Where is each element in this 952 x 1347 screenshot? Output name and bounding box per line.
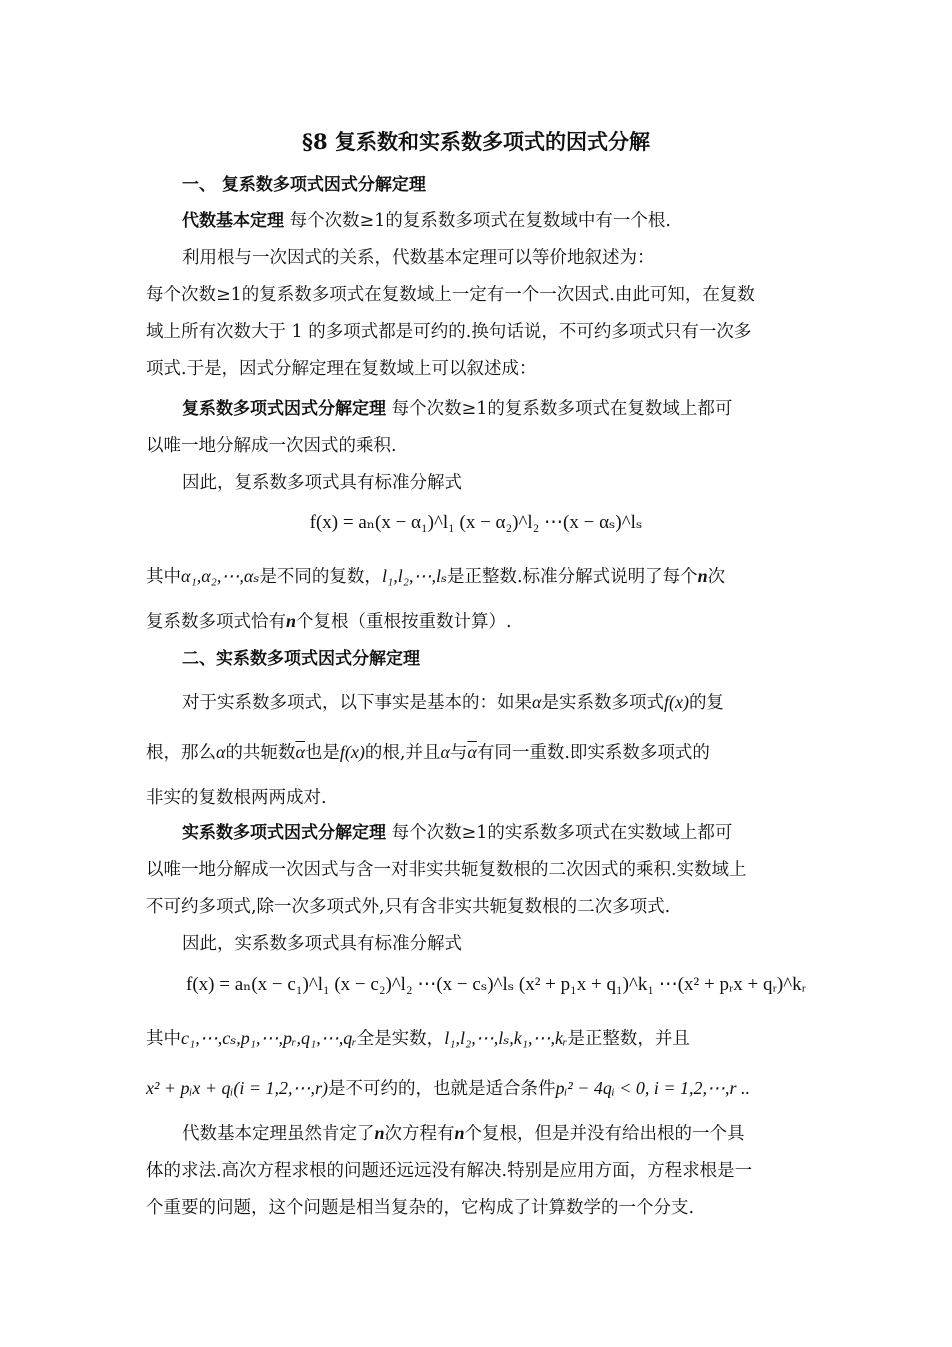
n-symbol: n bbox=[697, 566, 708, 586]
theorem-1-name: 代数基本定理 bbox=[182, 211, 284, 231]
theorem-2-line-2: 以唯一地分解成一次因式的乘积. bbox=[146, 436, 397, 456]
section-1-heading: 一、 复系数多项式因式分解定理 bbox=[182, 175, 426, 195]
paragraph-5: 复系数多项式恰有n个复根（重根按重数计算）. bbox=[146, 611, 512, 632]
section-2-paragraph-4: 因此，实系数多项式具有标准分解式 bbox=[182, 934, 462, 954]
page-title: §8 复系数和实系数多项式的因式分解 bbox=[302, 129, 650, 154]
section-2-paragraph-7-line-1: 代数基本定理虽然肯定了n次方程有n个复根，但是并没有给出根的一个具 bbox=[182, 1123, 745, 1144]
paragraph-1: 利用根与一次因式的关系，代数基本定理可以等价地叙述为： bbox=[182, 248, 655, 268]
alpha-conjugate: $\overline{\alpha}$ bbox=[295, 742, 305, 762]
theorem-2-line-1 bbox=[182, 396, 816, 422]
theorem-3-name: 实系数多项式因式分解定理 bbox=[182, 823, 386, 843]
theorem-3-line-2: 以唯一地分解成一次因式与含一对非实共轭复数根的二次因式的乘积.实数域上 bbox=[146, 860, 747, 880]
paragraph-4: 其中α₁,α₂,⋯,αₛ是不同的复数，l₁,l₂,⋯,lₛ是正整数.标准分解式说明了每个n次 bbox=[146, 566, 726, 587]
real-coefficient-list: c₁,⋯,cₛ,p₁,⋯,pᵣ,q₁,⋯,qᵣ bbox=[181, 1028, 357, 1048]
formula-real-factorization: f(x) = aₙ(x − c₁)^l₁ (x − c₂)^l₂ ⋯(x − cₛ)^lₛ (x² + p₁x + q₁)^k₁ ⋯(x² + pᵣx + qᵣ)^kᵣ bbox=[186, 974, 806, 995]
n-symbol: n bbox=[286, 611, 297, 631]
section-2-paragraph-7-line-2: 体的求法.高次方程求根的问题还远远没有解决.特别是应用方面，方程求根是一 bbox=[146, 1161, 753, 1181]
theorem-2-text: 每个次数≥1的复系数多项式在复数域上都可 bbox=[386, 399, 733, 419]
discriminant-condition: pᵢ² − 4qᵢ < 0, i = 1,2,⋯,r .. bbox=[555, 1078, 751, 1098]
section-2-paragraph-7-line-3: 个重要的问题，这个问题是相当复杂的，它构成了计算数学的一个分支. bbox=[146, 1198, 695, 1218]
section-2-paragraph-2: 根，那么α的共轭数$\overline{\alpha}$也是f(x)的根,并且α与$\overline{\alpha}$有同一重数.即实系数多项式的 bbox=[146, 742, 710, 763]
theorem-2-name: 复系数多项式因式分解定理 bbox=[182, 399, 386, 419]
theorem-3-line-1 bbox=[182, 820, 816, 846]
paragraph-2-line-2: 域上所有次数大于 1 的多项式都是可约的.换句话说，不可约多项式只有一次多 bbox=[146, 322, 752, 342]
theorem-3-line-3: 不可约多项式,除一次多项式外,只有含非实共轭复数根的二次多项式. bbox=[146, 897, 671, 917]
section-2-paragraph-3: 非实的复数根两两成对. bbox=[146, 788, 327, 808]
integer-exponent-list: l₁,l₂,⋯,lₛ,k₁,⋯,kᵣ bbox=[444, 1028, 568, 1048]
paragraph-2-line-3: 项式.于是，因式分解定理在复数域上可以叙述成： bbox=[146, 359, 537, 379]
l-list: l₁,l₂,⋯,lₛ bbox=[381, 566, 448, 586]
theorem-1-line bbox=[182, 208, 816, 234]
section-2-paragraph-5: 其中c₁,⋯,cₛ,p₁,⋯,pᵣ,q₁,⋯,qᵣ全是实数，l₁,l₂,⋯,lₛ,k₁,⋯,kᵣ是正整数，并且 bbox=[146, 1028, 690, 1049]
section-2-heading: 二、实系数多项式因式分解定理 bbox=[182, 649, 420, 669]
paragraph-2-line-1: 每个次数≥1的复系数多项式在复数域上一定有一个一次因式.由此可知，在复数 bbox=[146, 285, 755, 305]
alpha-list: α₁,α₂,⋯,αₛ bbox=[181, 566, 260, 586]
section-2-paragraph-1: 对于实系数多项式，以下事实是基本的：如果α是实系数多项式f(x)的复 bbox=[182, 692, 724, 713]
formula-complex-factorization: f(x) = aₙ(x − α₁)^l₁ (x − α₂)^l₂ ⋯(x − αₛ)^lₛ bbox=[309, 512, 643, 533]
section-2-paragraph-6: x² + pᵢx + qᵢ(i = 1,2,⋯,r)是不可约的，也就是适合条件pᵢ² − 4qᵢ < 0, i = 1,2,⋯,r .. bbox=[146, 1078, 751, 1099]
paragraph-3: 因此，复系数多项式具有标准分解式 bbox=[182, 473, 462, 493]
quadratic-factor-expression: x² + pᵢx + qᵢ(i = 1,2,⋯,r) bbox=[146, 1078, 329, 1098]
alpha-conjugate: $\overline{\alpha}$ bbox=[467, 742, 477, 762]
theorem-1-text: 每个次数≥1的复系数多项式在复数域中有一个根. bbox=[284, 211, 671, 231]
theorem-3-text: 每个次数≥1的实系数多项式在实数域上都可 bbox=[386, 823, 733, 843]
